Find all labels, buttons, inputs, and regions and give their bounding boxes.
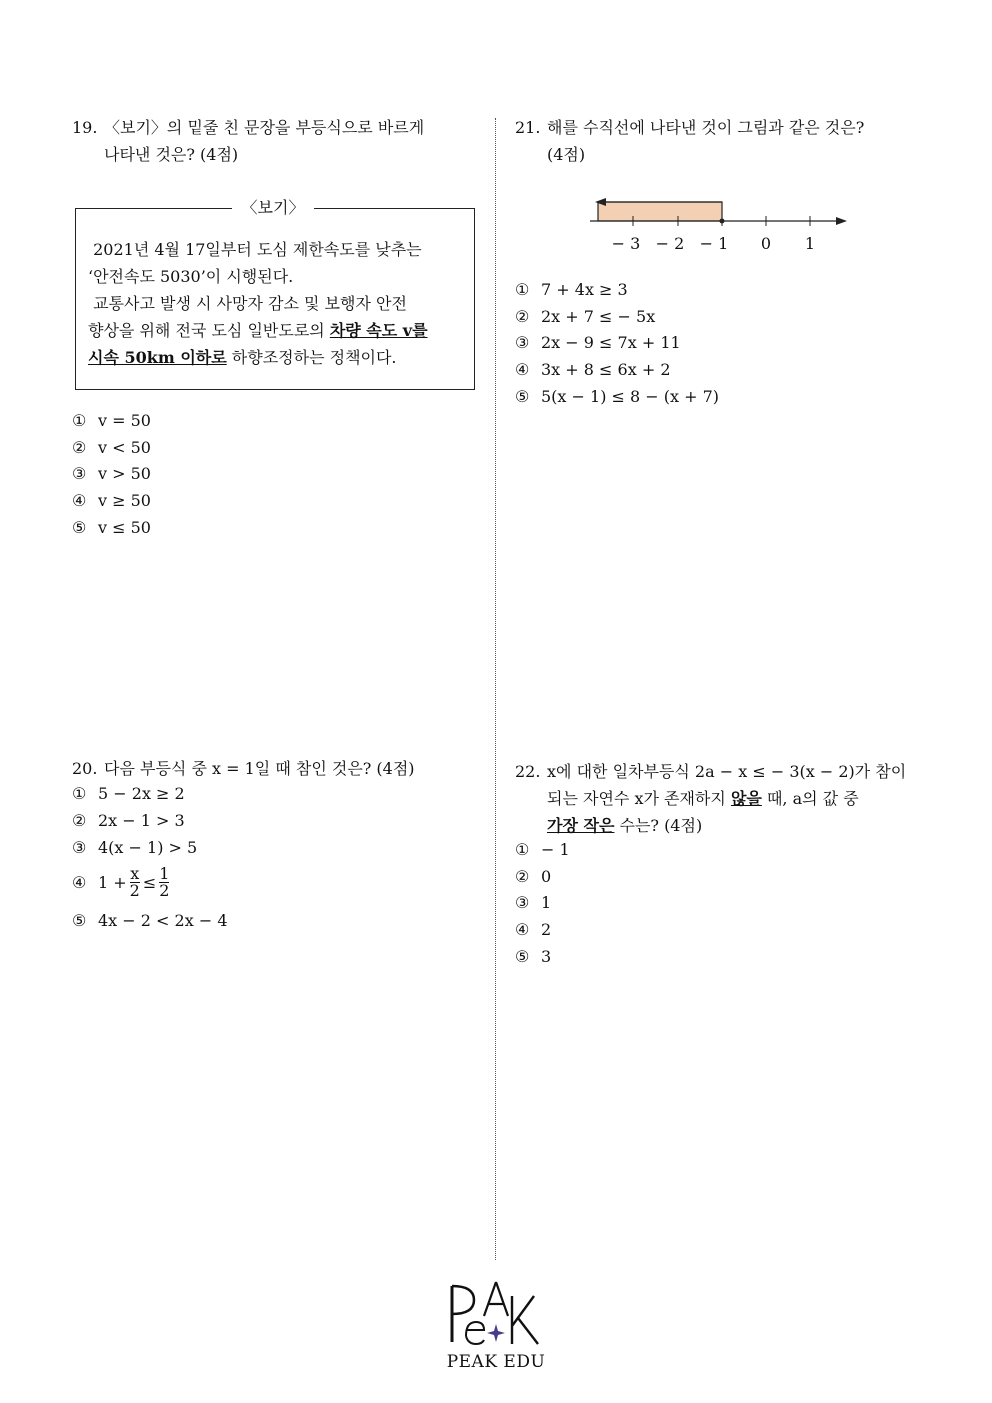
question-text: 해를 수직선에 나타낸 것이 그림과 같은 것은? (4점)	[547, 118, 865, 164]
answer-option[interactable]: ④ 2	[515, 920, 552, 939]
underlined-phrase: 시속 50km 이하로	[88, 348, 227, 367]
question-number: 21.	[515, 118, 541, 137]
question-20	[72, 755, 482, 782]
answer-option[interactable]: ③ 4(x − 1) > 5	[72, 838, 198, 857]
tick-label: 1	[804, 234, 816, 253]
peak-edu-logo	[440, 1278, 552, 1372]
box-line: 교통사고 발생 시 사망자 감소 및 보행자 안전	[93, 294, 407, 313]
underlined-phrase: 가장 작은	[547, 816, 615, 835]
column-divider	[495, 118, 496, 1260]
question-22	[515, 758, 925, 839]
answer-option[interactable]: ⑤ 5(x − 1) ≤ 8 − (x + 7)	[515, 387, 720, 406]
question-text: 다음 부등식 중 x = 1일 때 참인 것은? (4점)	[104, 759, 415, 778]
answer-option[interactable]: ⑤ 3	[515, 947, 552, 966]
example-box-text	[88, 236, 468, 371]
answer-option[interactable]: ③ 1	[515, 893, 552, 912]
question-19	[72, 114, 472, 168]
question-21	[515, 114, 915, 168]
tick-label: − 2	[655, 234, 685, 253]
answer-option[interactable]: ② 2x − 1 > 3	[72, 811, 185, 830]
answer-option[interactable]: ② 2x + 7 ≤ − 5x	[515, 307, 656, 326]
question-number: 22.	[515, 762, 541, 781]
answer-option[interactable]: ② v < 50	[72, 438, 151, 457]
underlined-phrase: 차량 속도 v를	[329, 321, 428, 340]
answer-option[interactable]: ② 0	[515, 867, 552, 886]
fraction: $\frac{1}{2}$	[159, 864, 170, 900]
answer-option[interactable]: ① v = 50	[72, 411, 151, 430]
solution-shaded-region	[598, 202, 722, 221]
box-line: 2021년 4월 17일부터 도심 제한속도를 낮추는	[93, 240, 422, 259]
tick-label: − 1	[699, 234, 729, 253]
tick-label: − 3	[611, 234, 641, 253]
underlined-phrase: 않을	[730, 789, 762, 808]
logo-mark	[440, 1278, 552, 1348]
answer-option[interactable]: ③ 2x − 9 ≤ 7x + 11	[515, 333, 681, 352]
question-text: 〈보기〉의 밑줄 친 문장을 부등식으로 바르게 나타낸 것은? (4점)	[104, 118, 425, 164]
fraction: $\frac{x}{2}$	[129, 864, 140, 900]
question-text: x에 대한 일차부등식 2a − x ≤ − 3(x − 2)가 참이 되는 자연수 x가 존재하지 않을 때, a의 값 중 가장 작은 수는? (4점)	[547, 762, 907, 835]
example-box-title: 〈보기〉	[232, 196, 314, 220]
box-line: 시속 50km 이하로 하향조정하는 정책이다.	[88, 348, 397, 367]
tick-label: 0	[760, 234, 772, 253]
box-line: 향상을 위해 전국 도심 일반도로의 차량 속도 v를	[88, 321, 428, 340]
answer-option[interactable]: ④ 3x + 8 ≤ 6x + 2	[515, 360, 671, 379]
answer-option[interactable]: ① 7 + 4x ≥ 3	[515, 280, 628, 299]
number-line-figure	[590, 195, 855, 260]
answer-option[interactable]: ③ v > 50	[72, 464, 151, 483]
answer-option[interactable]: ⑤ 4x − 2 < 2x − 4	[72, 911, 228, 930]
box-line: ‘안전속도 5030’이 시행된다.	[88, 267, 294, 286]
answer-option[interactable]: ④ v ≥ 50	[72, 491, 151, 510]
axis-arrow-right	[836, 217, 847, 225]
answer-option[interactable]: ④ 1 + $\frac{x}{2}$ ≤ $\frac{1}{2}$	[72, 864, 170, 900]
question-number: 19.	[72, 118, 98, 137]
question-number: 20.	[72, 759, 98, 778]
logo-caption: PEAK EDU	[446, 1352, 546, 1372]
answer-option[interactable]: ⑤ v ≤ 50	[72, 518, 151, 537]
endpoint-dot	[720, 219, 725, 224]
answer-option[interactable]: ① 5 − 2x ≥ 2	[72, 784, 185, 803]
answer-option[interactable]: ① − 1	[515, 840, 570, 859]
